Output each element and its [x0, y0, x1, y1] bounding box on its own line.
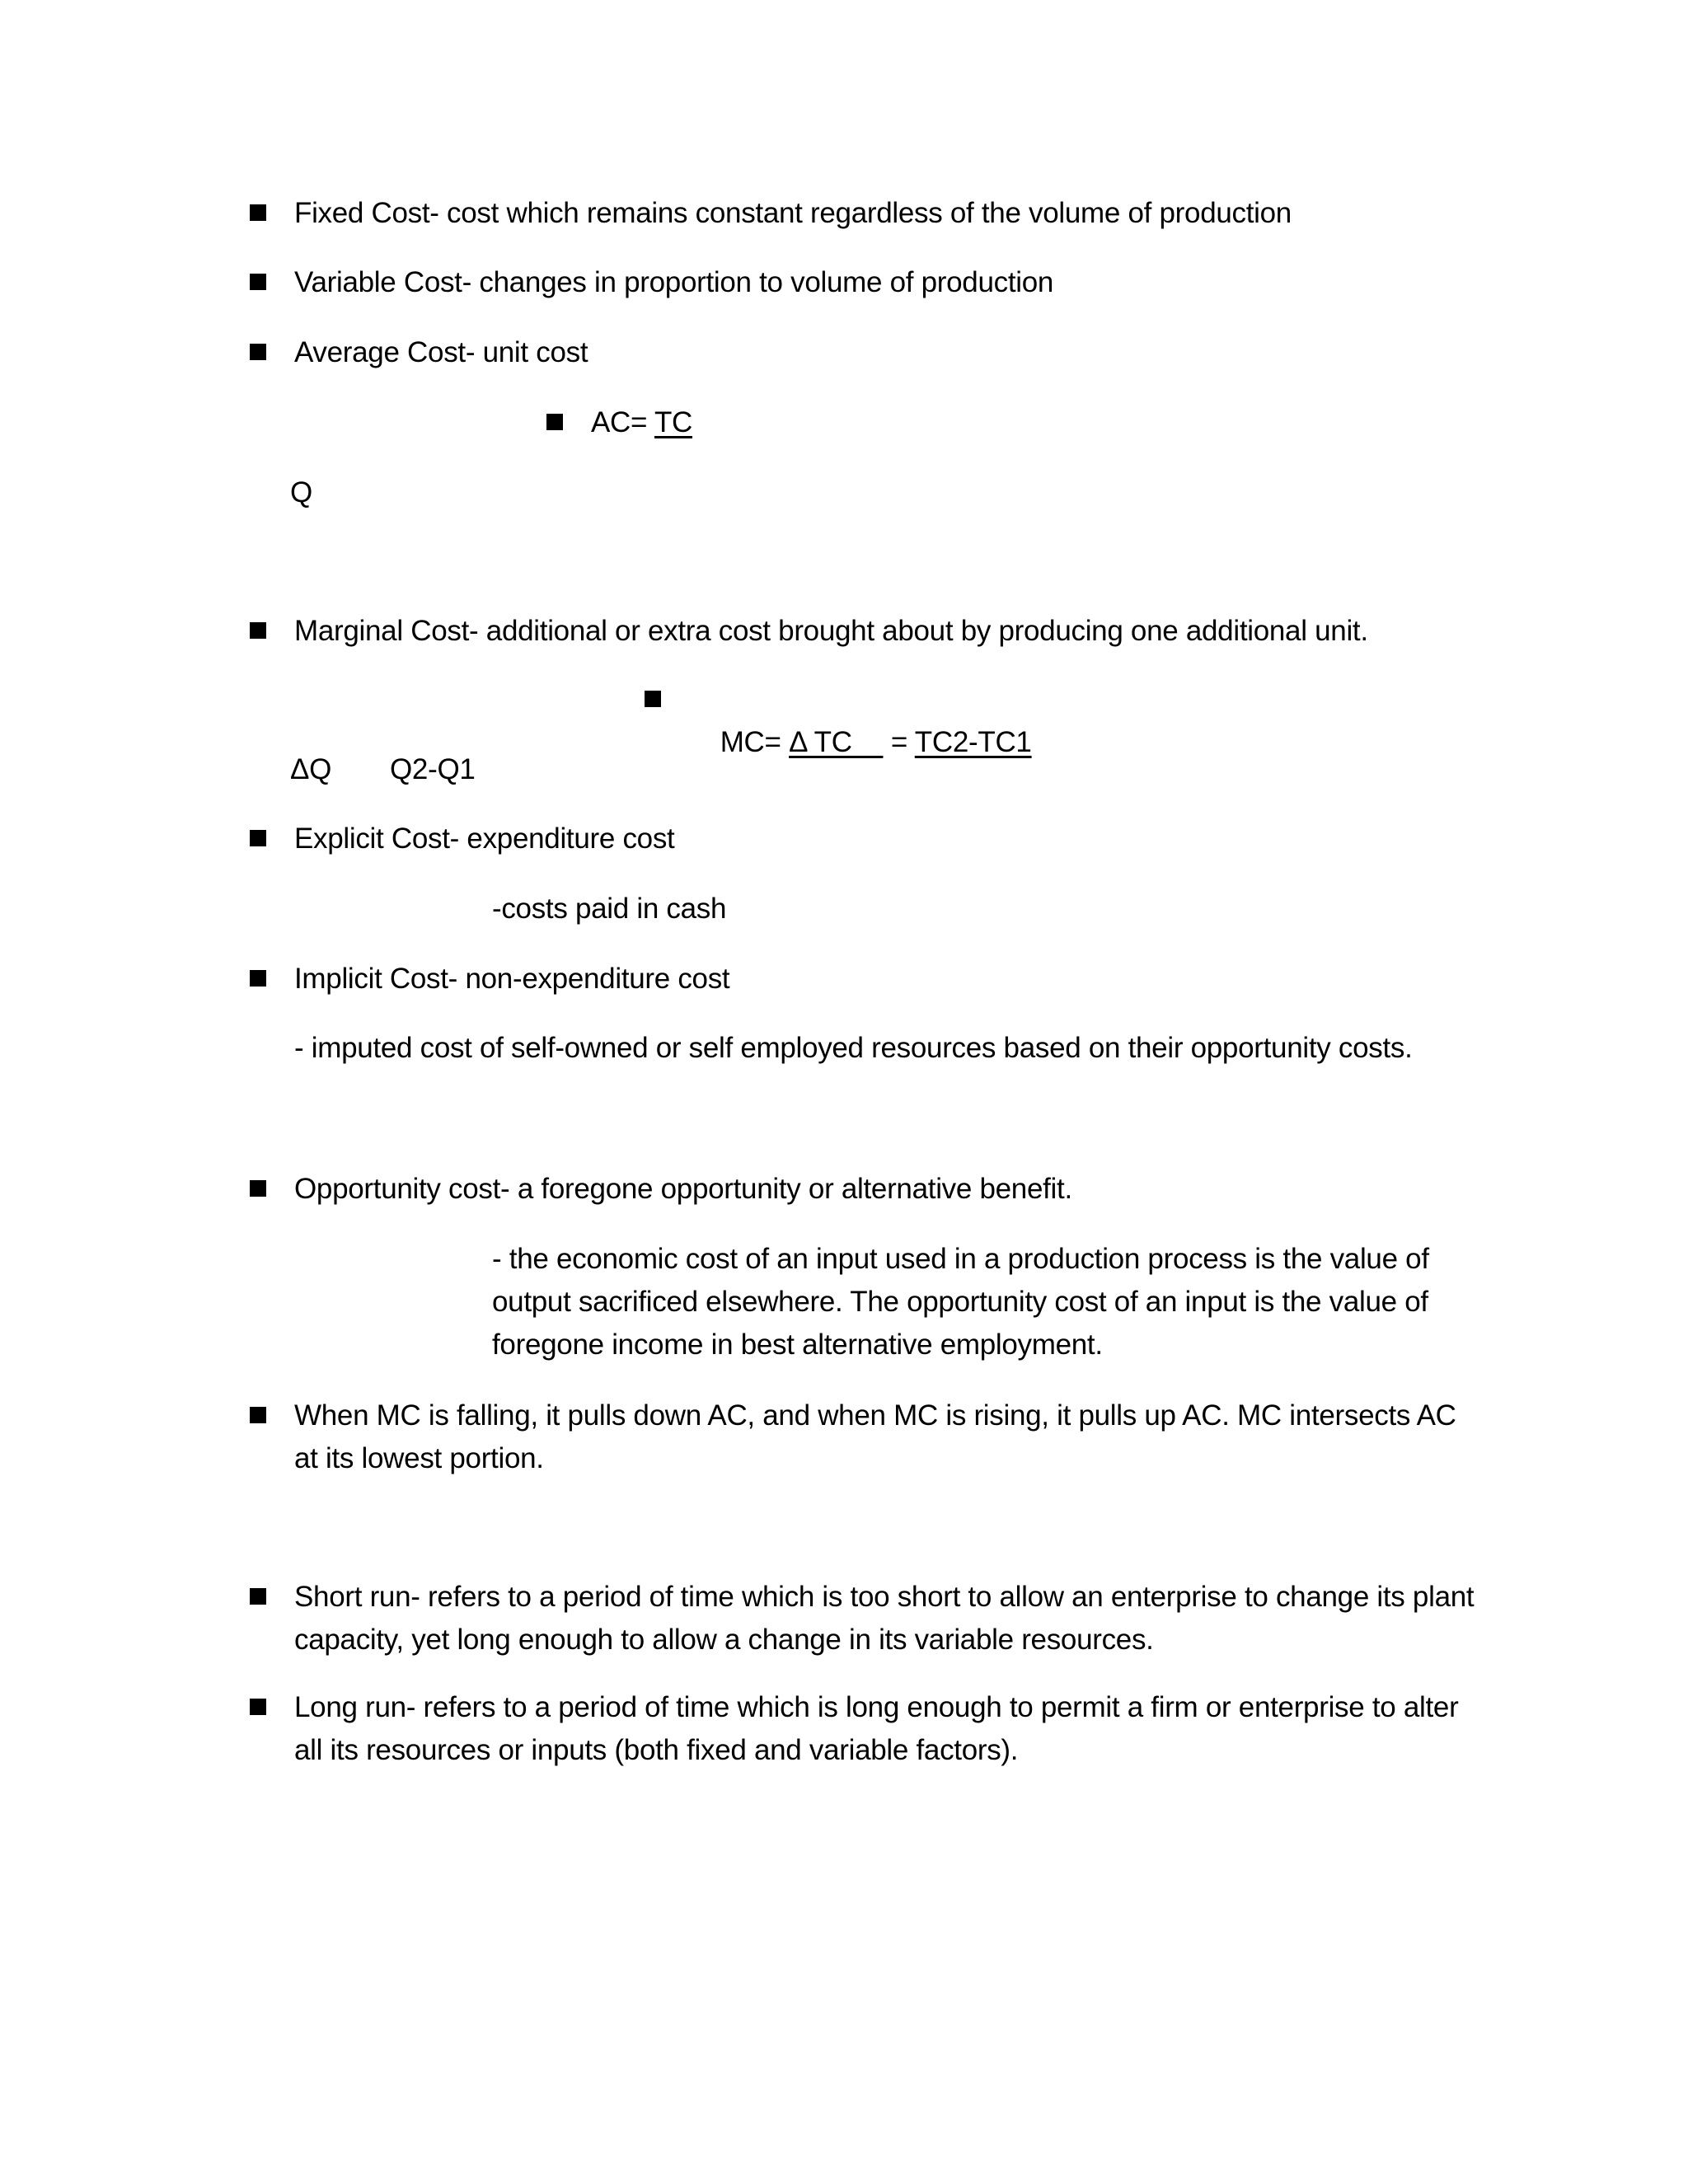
average-cost-text: Average Cost- unit cost: [294, 336, 588, 368]
bullet-opportunity-cost: [250, 1180, 266, 1197]
marginal-cost-text: Marginal Cost- additional or extra cost brought about by producing one additional unit.: [294, 615, 1368, 647]
opportunity-cost-text: Opportunity cost- a foregone opportunity or alternative benefit.: [294, 1173, 1072, 1205]
mc-formula-denominator-delta: ΔQ: [290, 753, 332, 785]
ac-formula-prefix: AC=: [591, 406, 654, 438]
mc-formula-denominator-diff: Q2-Q1: [390, 753, 476, 785]
bullet-variable-cost: [250, 274, 266, 290]
mc-ac-relation-text: When MC is falling, it pulls down AC, and when MC is rising, it pulls up AC. MC intersects AC at its lowest portion.: [294, 1399, 1456, 1474]
implicit-cost-text: Implicit Cost- non-expenditure cost: [294, 963, 730, 995]
mc-formula: [689, 678, 1032, 807]
bullet-fixed-cost: [250, 204, 266, 221]
bullet-marginal-cost: [250, 622, 266, 639]
implicit-cost-subtext: - imputed cost of self-owned or self employed resources based on their opportunity costs.: [294, 1032, 1413, 1064]
opportunity-cost-subtext: - the economic cost of an input used in a production process is the value of output sacrificed elsewhere. The opportunity cost of an input is the value of foregone income in best alternative employment.: [492, 1243, 1429, 1361]
short-run-text: Short run- refers to a period of time which is too short to allow an enterprise to change its plant capacity, yet long enough to allow a change in its variable resources.: [294, 1581, 1475, 1656]
bullet-short-run: [250, 1588, 266, 1605]
bullet-mc-formula: [645, 691, 661, 707]
mc-formula-prefix: MC=: [720, 726, 790, 758]
bullet-mc-ac-relation: [250, 1407, 266, 1423]
mc-formula-numerator-delta: Δ TC: [789, 726, 884, 758]
long-run-text: Long run- refers to a period of time which is long enough to permit a firm or enterprise to alter all its resources or inputs (both fixed and variable factors).: [294, 1691, 1459, 1766]
fixed-cost-text: Fixed Cost- cost which remains constant regardless of the volume of production: [294, 197, 1292, 229]
ac-formula-numerator: TC: [654, 406, 693, 438]
bullet-average-cost: [250, 344, 266, 360]
explicit-cost-subtext: -costs paid in cash: [492, 893, 727, 925]
bullet-ac-formula: [546, 414, 563, 430]
mc-formula-equals: =: [883, 726, 915, 758]
mc-formula-numerator-diff: TC2-TC1: [914, 726, 1032, 758]
bullet-implicit-cost: [250, 970, 266, 987]
variable-cost-text: Variable Cost- changes in proportion to volume of production: [294, 266, 1054, 298]
bullet-explicit-cost: [250, 830, 266, 846]
ac-formula-denominator: Q: [290, 476, 312, 509]
bullet-long-run: [250, 1699, 266, 1715]
ac-formula: [591, 401, 692, 444]
explicit-cost-text: Explicit Cost- expenditure cost: [294, 823, 675, 855]
